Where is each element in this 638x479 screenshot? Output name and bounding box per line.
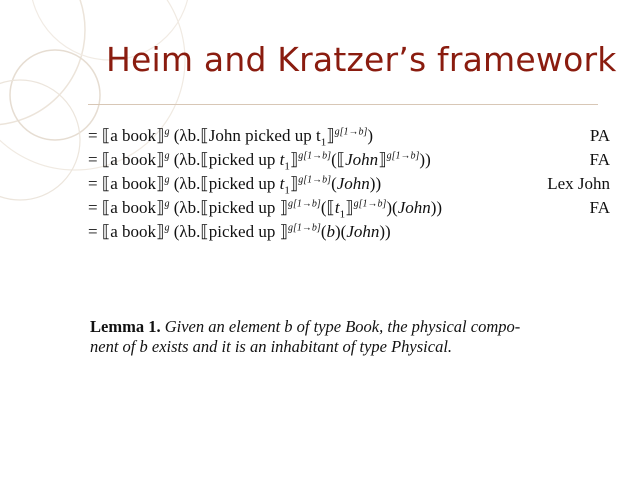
derivation-row <box>88 196 610 220</box>
derivation-row <box>88 220 610 244</box>
lemma-text-line-1: Given an element b of type Book, the physical compo- <box>164 317 521 336</box>
derivation-expression: = ⟦a book⟧$^g$ (λb.⟦picked up ⟧$^{g[1\to b]}$(b)(John)) <box>88 222 391 241</box>
lemma-block <box>90 317 610 357</box>
title-divider <box>88 104 598 105</box>
lemma-text-line-2: nent of b exists and it is an inhabitant of type Physical. <box>90 337 453 356</box>
derivation-expression: = ⟦a book⟧$^g$ (λb.⟦John picked up $t_1⟧^{g[1\to b]}$) <box>88 126 374 149</box>
derivation-row <box>88 172 610 196</box>
rule-label: Lex John <box>547 174 610 193</box>
lemma-heading: Lemma 1. <box>90 317 161 336</box>
rule-label: FA <box>589 150 610 169</box>
slide-title: Heim and Kratzer’s framework <box>106 40 617 79</box>
derivation-expression: = ⟦a book⟧$^g$ (λb.⟦picked up $⟧^{g[1\to b]}(⟦t_1⟧^{g[1\to b]})(John)$) <box>88 198 443 221</box>
derivation-expression: = ⟦a book⟧$^g$ (λb.⟦picked up $t_1⟧^{g[1\to b]}(⟦John⟧^{g[1\to b]})$) <box>88 150 431 173</box>
rule-label: PA <box>589 126 610 145</box>
derivation-row <box>88 148 610 172</box>
rule-label: FA <box>589 198 610 217</box>
derivation-expression: = ⟦a book⟧$^g$ (λb.⟦picked up $t_1⟧^{g[1\to b]}(John)$) <box>88 174 382 197</box>
derivation-row <box>88 124 610 148</box>
derivation <box>88 124 610 244</box>
